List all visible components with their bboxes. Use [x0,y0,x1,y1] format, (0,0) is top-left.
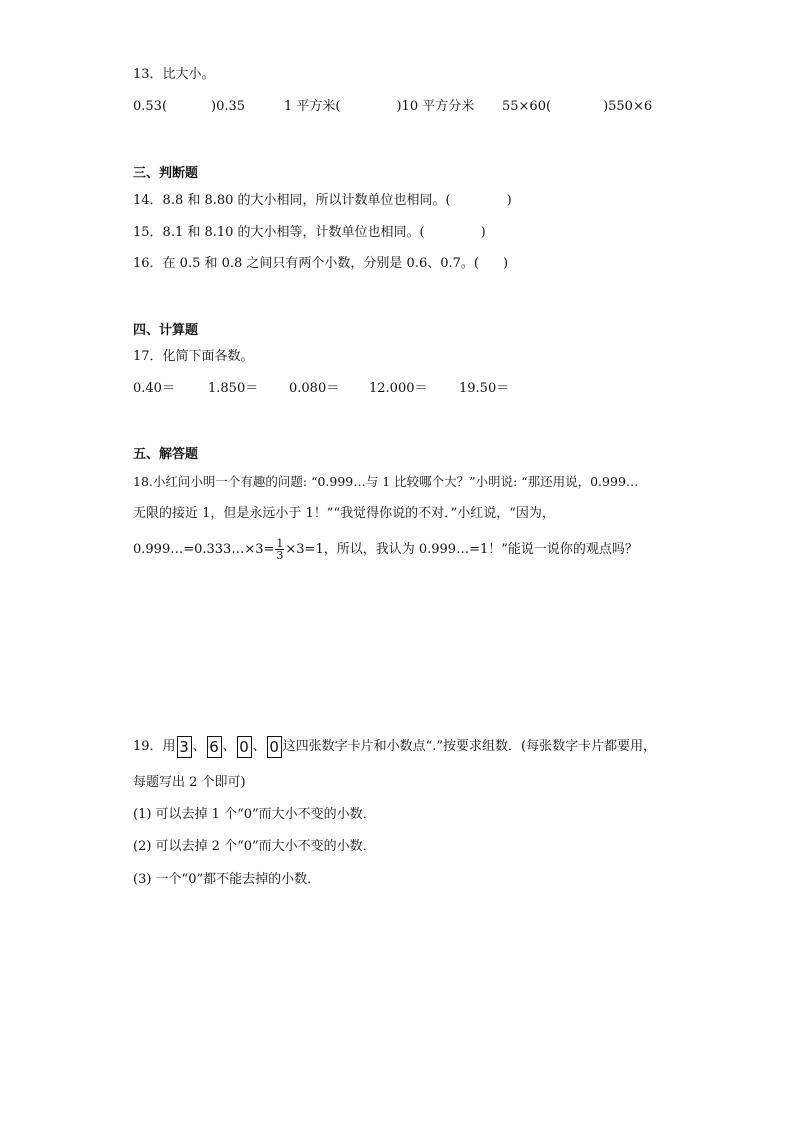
section-heading-calculation: 四、计算题 [133,323,199,338]
fraction-denominator: 3 [276,549,284,562]
q13-compare-3-right: )550×6 [603,99,653,114]
q19-sub-3: (3) 一个“0”都不能去掉的小数． [133,872,321,887]
q18-line-2: 无限的接近 1，但是永远小于 1！”“我觉得你说的不对．”小红说，“因为， [133,506,555,521]
q18-line-3 [133,538,638,562]
q19-line-1 [133,735,656,759]
digit-card: 0 [267,736,282,758]
q13-compare-2-left: 1 平方米( [284,99,341,114]
q19-sub-1: (1) 可以去掉 1 个“0”而大小不变的小数． [133,807,376,822]
q17-item-4: 12.000＝ [369,381,428,396]
q18-line-3-end: ×3=1，所以，我认为 0.999…=1！”能说一说你的观点吗？ [285,542,638,557]
digit-card: 3 [177,736,192,758]
q13-compare-2 [284,98,474,116]
q15 [133,224,486,242]
q17-item-3: 0.080＝ [289,381,340,396]
q15-text: 15．8.1 和 8.10 的大小相等，计数单位也相同。( [133,225,425,240]
q13-compare-3-left: 55×60( [502,99,552,114]
section-heading-judgment: 三、判断题 [133,166,199,181]
q17-item-2: 1.850＝ [208,381,259,396]
q16-close-paren: ) [502,256,509,271]
q15-close-paren: ) [480,225,486,240]
digit-card: 0 [237,736,252,758]
q13-compare-1-right: )0.35 [211,99,246,114]
fraction-numerator: 1 [276,537,284,550]
q17-item-5: 19.50＝ [459,381,510,396]
q18-line-3-start: 0.999…=0.333…×3= [133,542,275,557]
q16-text: 16．在 0.5 和 0.8 之间只有两个小数，分别是 0.6、0.7。( [133,256,479,271]
q19-line-2: 每题写出 2 个即可) [133,775,246,790]
separator: 、 [222,739,236,754]
section-heading-solution: 五、解答题 [133,447,199,462]
q19-sub-2: (2) 可以去掉 2 个“0”而大小不变的小数． [133,839,376,854]
q16 [133,255,508,273]
fraction-one-third [275,538,284,561]
q14-text: 14．8.8 和 8.80 的大小相同，所以计数单位也相同。( [133,193,451,208]
q18-line-1: 18.小红问小明一个有趣的问题: “0.999…与 1 比较哪个大？”小明说: “那还用说，0.999… [133,474,639,489]
q19-suffix: 这四张数字卡片和小数点“.”按要求组数．(每张数字卡片都要用， [282,739,657,754]
q17-item-1: 0.40＝ [133,381,175,396]
separator: 、 [252,739,266,754]
separator: 、 [192,739,206,754]
digit-card: 6 [207,736,222,758]
q13-compare-1-left: 0.53( [133,99,168,114]
q13-compare-1 [133,98,245,116]
q13-compare-3 [502,98,652,116]
q14 [133,192,512,210]
q19-prefix: 19．用 [133,739,176,754]
q17-title: 17．化简下面各数。 [133,349,254,364]
q14-close-paren: ) [506,193,512,208]
q13-title: 13．比大小。 [133,67,215,82]
q13-compare-2-right: )10 平方分米 [396,99,475,114]
